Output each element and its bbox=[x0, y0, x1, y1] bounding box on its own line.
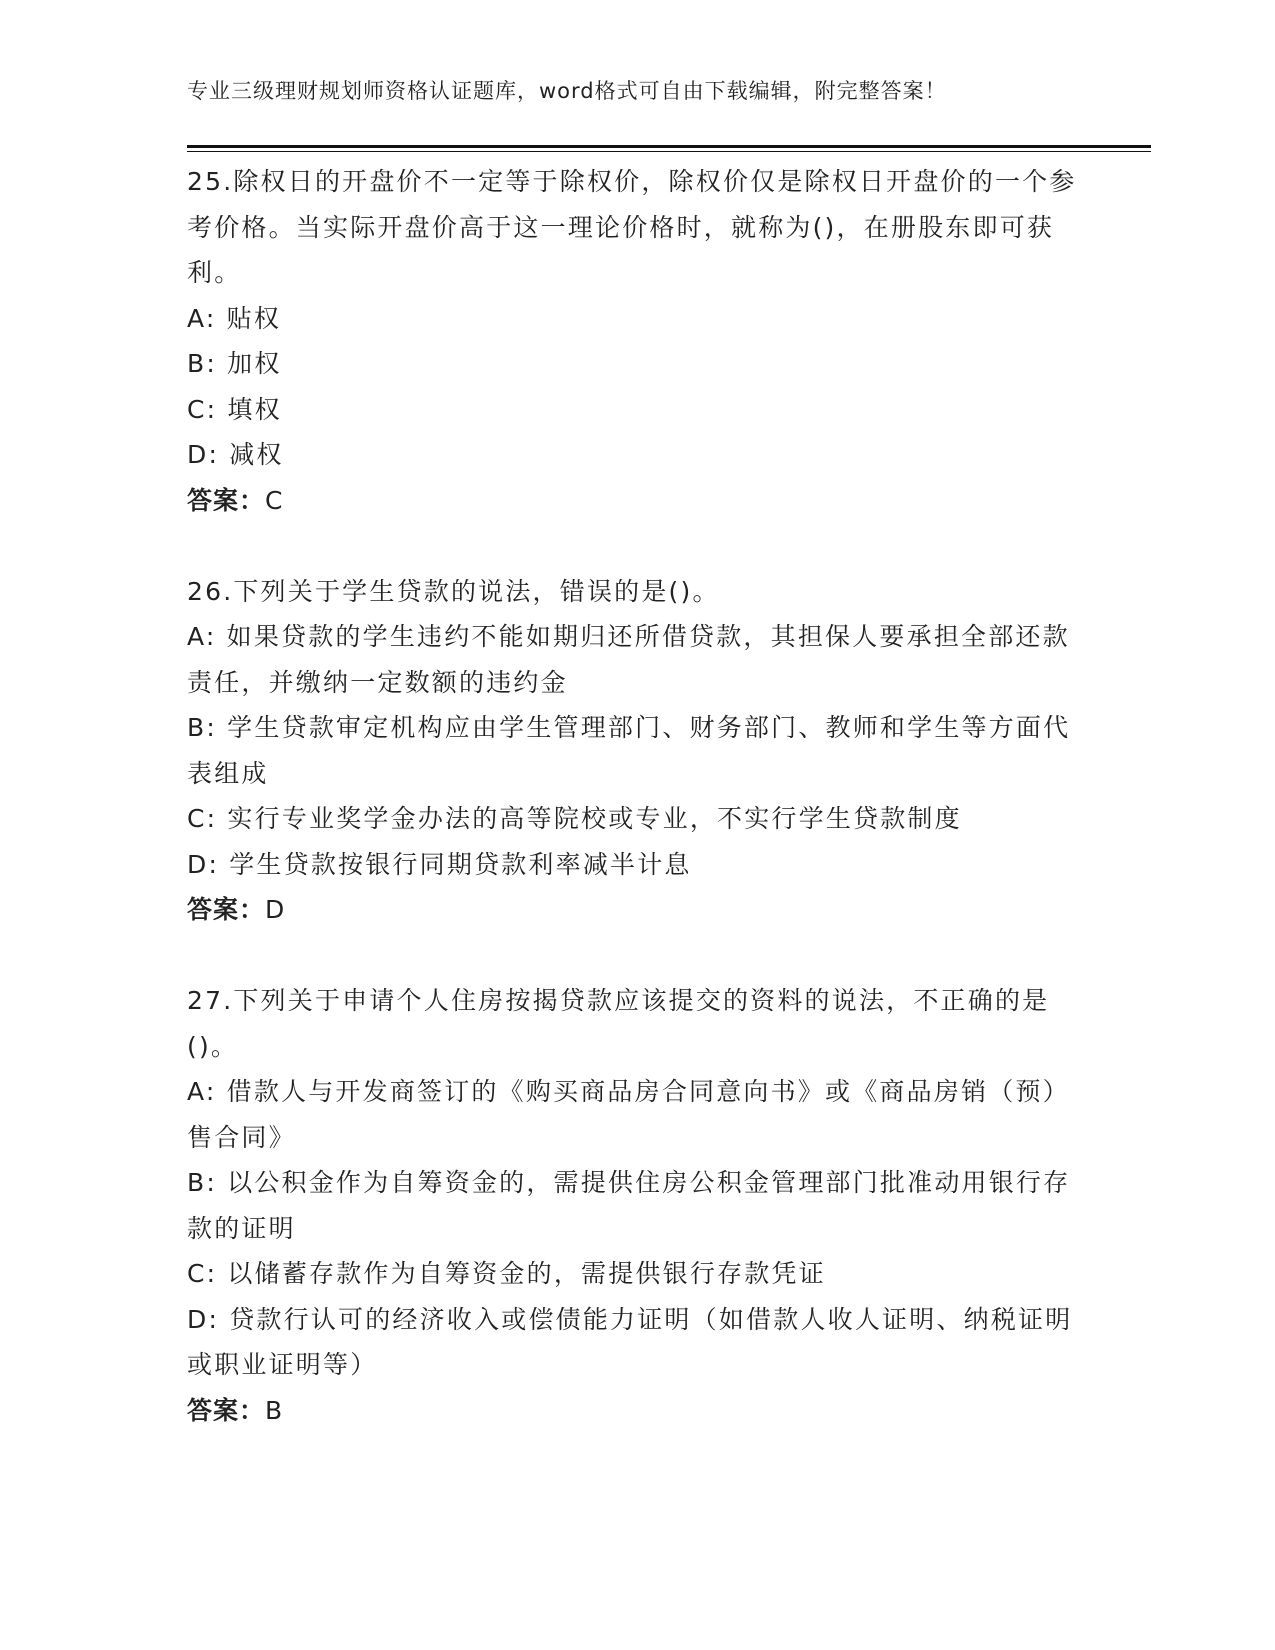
answer-label: 答案： bbox=[187, 1395, 266, 1425]
answer-line bbox=[187, 478, 1077, 524]
answer-value: C bbox=[265, 485, 284, 515]
answer-value: D bbox=[265, 895, 286, 924]
question-26 bbox=[187, 569, 1077, 933]
option-c: C: 填权 bbox=[187, 394, 282, 424]
header-rule-thin bbox=[187, 151, 1151, 152]
question-25 bbox=[187, 159, 1077, 523]
answer-line bbox=[187, 887, 1077, 933]
option-c: C: 以储蓄存款作为自筹资金的，需提供银行存款凭证 bbox=[187, 1259, 826, 1288]
header-rule-thick bbox=[187, 145, 1151, 148]
question-stem: 27.下列关于申请个人住房按揭贷款应该提交的资料的说法，不正确的是()。 bbox=[187, 986, 1050, 1061]
answer-label: 答案： bbox=[187, 895, 266, 924]
question-list bbox=[187, 159, 1077, 1433]
option-b: B: 加权 bbox=[187, 349, 282, 378]
option-c: C: 实行专业奖学金办法的高等院校或专业，不实行学生贷款制度 bbox=[187, 804, 962, 833]
answer-value: B bbox=[265, 1395, 284, 1425]
question-stem: 25.除权日的开盘价不一定等于除权价，除权价仅是除权日开盘价的一个参考价格。当实际开盘价高于这一理论价格时，就称为()，在册股东即可获利。 bbox=[187, 167, 1077, 287]
answer-label: 答案： bbox=[187, 485, 266, 515]
answer-line bbox=[187, 1388, 1077, 1434]
option-d: D: 减权 bbox=[187, 440, 284, 469]
option-b: B: 以公积金作为自筹资金的，需提供住房公积金管理部门批准动用银行存款的证明 bbox=[187, 1168, 1071, 1243]
question-stem: 26.下列关于学生贷款的说法，错误的是()。 bbox=[187, 576, 720, 606]
page-header: 专业三级理财规划师资格认证题库，word格式可自由下载编辑，附完整答案！ bbox=[187, 79, 947, 103]
option-b: B: 学生贷款审定机构应由学生管理部门、财务部门、教师和学生等方面代表组成 bbox=[187, 713, 1071, 788]
question-27 bbox=[187, 978, 1077, 1433]
option-a: A: 借款人与开发商签订的《购买商品房合同意向书》或《商品房销（预）售合同》 bbox=[187, 1077, 1070, 1152]
option-d: D: 贷款行认可的经济收入或偿债能力证明（如借款人收人证明、纳税证明或职业证明等） bbox=[187, 1304, 1073, 1379]
option-a: A: 贴权 bbox=[187, 303, 282, 333]
option-d: D: 学生贷款按银行同期贷款利率减半计息 bbox=[187, 849, 692, 879]
option-a: A: 如果贷款的学生违约不能如期归还所借贷款，其担保人要承担全部还款责任，并缴纳一定数额的违约金 bbox=[187, 622, 1070, 697]
